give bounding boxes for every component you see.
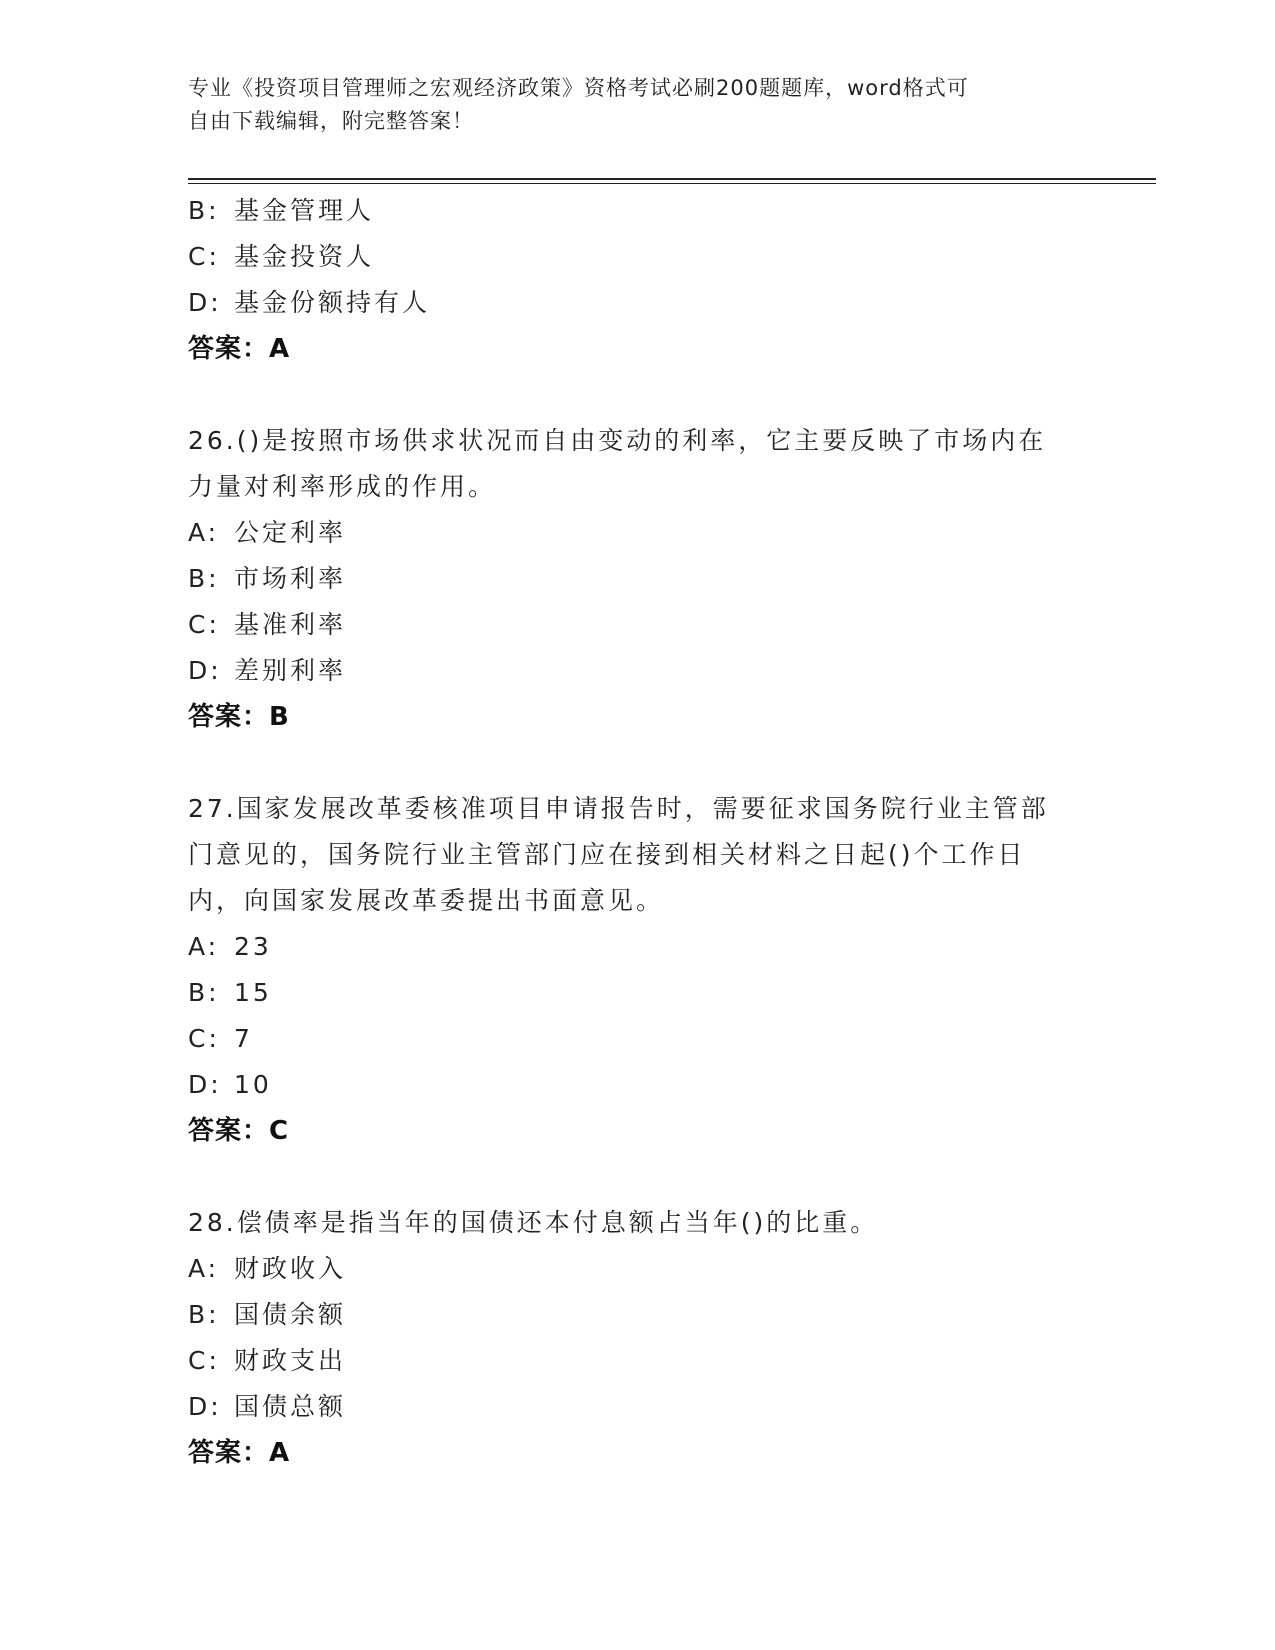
spacer bbox=[188, 740, 1088, 786]
answer: 答案：A bbox=[188, 1438, 291, 1468]
option-b: B: 国债余额 bbox=[188, 1300, 347, 1329]
option-b: B: 市场利率 bbox=[188, 564, 347, 593]
question-text: 27.国家发展改革委核准项目申请报告时，需要征求国务院行业主管部 门意见的，国务院行业主管部门应在接到相关材料之日起()个工作日 内，向国家发展改革委提出书面意见。 bbox=[188, 794, 1049, 915]
option-d: D: 10 bbox=[188, 1070, 272, 1099]
header-line-2: 自由下载编辑，附完整答案！ bbox=[188, 109, 474, 133]
question-list bbox=[188, 188, 1088, 1476]
question-26 bbox=[188, 418, 1088, 740]
option-d: D: 基金份额持有人 bbox=[188, 288, 431, 317]
document-header bbox=[188, 72, 1088, 138]
header-divider-thin bbox=[188, 183, 1156, 184]
option-c: C: 基准利率 bbox=[188, 610, 347, 639]
option-d: D: 差别利率 bbox=[188, 656, 347, 685]
header-line-1: 专业《投资项目管理师之宏观经济政策》资格考试必刷200题题库，word格式可 bbox=[188, 76, 969, 100]
answer: 答案：C bbox=[188, 1116, 290, 1146]
option-a: A: 财政收入 bbox=[188, 1254, 347, 1283]
option-d: D: 国债总额 bbox=[188, 1392, 347, 1421]
header-divider-thick bbox=[188, 178, 1156, 180]
answer: 答案：A bbox=[188, 334, 291, 364]
question-27 bbox=[188, 786, 1088, 1154]
spacer bbox=[188, 1154, 1088, 1200]
option-c: C: 基金投资人 bbox=[188, 242, 375, 271]
answer: 答案：B bbox=[188, 702, 290, 732]
option-b: B: 15 bbox=[188, 978, 272, 1007]
option-c: C: 7 bbox=[188, 1024, 253, 1053]
question-text: 28.偿债率是指当年的国债还本付息额占当年()的比重。 bbox=[188, 1208, 879, 1237]
option-c: C: 财政支出 bbox=[188, 1346, 347, 1375]
option-b: B: 基金管理人 bbox=[188, 196, 375, 225]
question-text: 26.()是按照市场供求状况而自由变动的利率，它主要反映了市场内在 力量对利率形成的作用。 bbox=[188, 426, 1047, 501]
question-25 bbox=[188, 188, 1088, 372]
option-a: A: 23 bbox=[188, 932, 272, 961]
question-28 bbox=[188, 1200, 1088, 1476]
spacer bbox=[188, 372, 1088, 418]
option-a: A: 公定利率 bbox=[188, 518, 347, 547]
